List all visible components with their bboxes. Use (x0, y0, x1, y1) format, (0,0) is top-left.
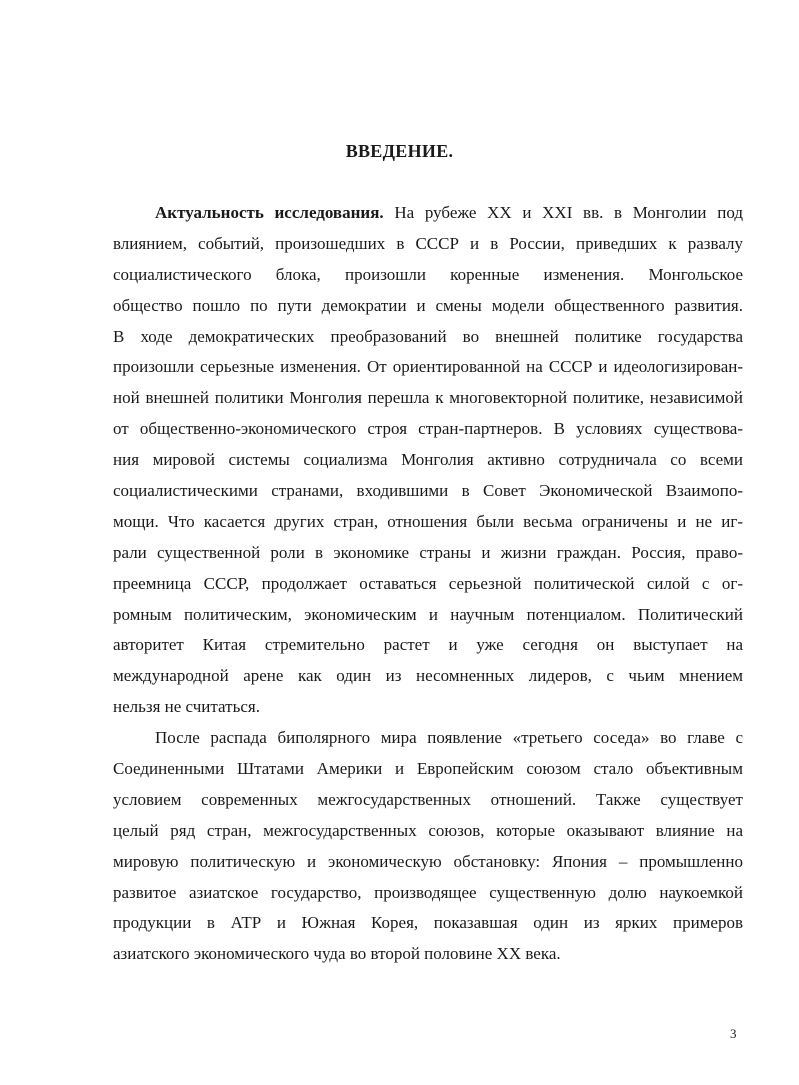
paragraph-line: международной арене как один из несомненных лидеров, с чьим мнением (113, 666, 743, 686)
body-text (113, 198, 743, 970)
paragraph-line: от общественно-экономического строя стран-партнеров. В условиях существова- (113, 419, 743, 439)
paragraph-line: условием современных межгосударственных отношений. Также существует (113, 789, 743, 809)
paragraph-line: рали существенной роли в экономике страны и жизни граждан. Россия, право- (113, 542, 743, 562)
paragraph-line: ромным политическим, экономическим и научным потенциалом. Политический (113, 604, 743, 624)
paragraph-line: произошли серьезные изменения. От ориентированной на СССР и идеологизирован- (113, 357, 743, 377)
paragraph-line: общество пошло по пути демократии и смены модели общественного развития. (113, 295, 743, 315)
paragraph-line: мировую политическую и экономическую обстановку: Япония – промышленно (113, 851, 743, 871)
paragraph-third-neighbor (113, 723, 743, 970)
paragraph-line: социалистического блока, произошли коренные изменения. Монгольское (113, 264, 743, 284)
paragraph-line: продукции в АТР и Южная Корея, показавшая один из ярких примеров (113, 913, 743, 933)
lead-phrase: Актуальность исследования. (155, 203, 384, 222)
paragraph-line: преемница СССР, продолжает оставаться серьезной политической силой с ог- (113, 573, 743, 593)
page-number: 3 (730, 1026, 737, 1041)
paragraph-line: влиянием, событий, произошедших в СССР и в России, приведших к развалу (113, 233, 743, 253)
paragraph-line: ной внешней политики Монголия перешла к многовекторной политике, независимой (113, 388, 743, 408)
paragraph-line (113, 198, 743, 229)
paragraph-line: социалистическими странами, входившими в Совет Экономической Взаимопо- (113, 481, 743, 501)
paragraph-line: авторитет Китая стремительно растет и уже сегодня он выступает на (113, 635, 743, 655)
paragraph-line: развитое азиатское государство, производящее существенную долю наукоемкой (113, 882, 743, 902)
paragraph-line: азиатского экономического чуда во второй половине XX века. (113, 944, 561, 964)
paragraph-line: Соединенными Штатами Америки и Европейским союзом стало объективным (113, 759, 743, 779)
paragraph-line: ния мировой системы социализма Монголия активно сотрудничала со всеми (113, 450, 743, 470)
paragraph-relevance (113, 198, 743, 723)
page-title: ВВЕДЕНИЕ. (345, 141, 454, 161)
paragraph-line: После распада биполярного мира появление «третьего соседа» во главе с (155, 728, 743, 748)
paragraph-line: мощи. Что касается других стран, отношения были весьма ограничены и не иг- (113, 511, 743, 531)
paragraph-line: целый ряд стран, межгосударственных союзов, которые оказывают влияние на (113, 820, 743, 840)
paragraph-line: В ходе демократических преобразований во внешней политике государства (113, 326, 743, 346)
paragraph-line: нельзя не считаться. (113, 697, 260, 717)
line-text: На рубеже XX и XXI вв. в Монголии под (383, 203, 743, 222)
